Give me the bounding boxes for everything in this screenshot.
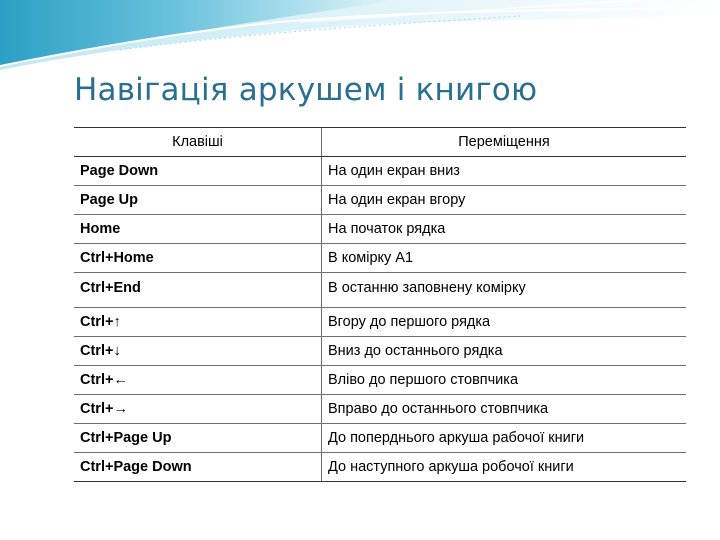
row-key: Page Down <box>74 157 322 186</box>
row-action: Вправо до останнього стовпчика <box>322 395 687 424</box>
page-title: Навігація аркушем і книгою <box>74 72 538 108</box>
row-key: Ctrl+↑ <box>74 308 322 337</box>
row-key: Ctrl+Page Up <box>74 424 322 453</box>
row-action: Вниз до останнього рядка <box>322 337 687 366</box>
row-action: Вліво до першого стовпчика <box>322 366 687 395</box>
table-row <box>74 424 686 453</box>
row-key: Home <box>74 215 322 244</box>
row-action: Вгору до першого рядка <box>322 308 687 337</box>
column-header-keys: Клавіші <box>74 128 322 157</box>
row-key: Ctrl+Home <box>74 244 322 273</box>
row-action: До наступного аркуша робочої книги <box>322 453 687 482</box>
row-key: Page Up <box>74 186 322 215</box>
table-row <box>74 453 686 482</box>
row-key: Ctrl+Page Down <box>74 453 322 482</box>
table-row <box>74 244 686 273</box>
row-key: Ctrl+End <box>74 273 322 308</box>
row-action: В комірку А1 <box>322 244 687 273</box>
row-action: На один екран вниз <box>322 157 687 186</box>
row-key: Ctrl+↓ <box>74 337 322 366</box>
row-action: На початок рядка <box>322 215 687 244</box>
table-row <box>74 186 686 215</box>
table-row <box>74 273 686 308</box>
row-action: В останню заповнену комірку <box>322 273 687 308</box>
row-action: До поперднього аркуша рабочої книги <box>322 424 687 453</box>
table-row <box>74 215 686 244</box>
row-action: На один екран вгору <box>322 186 687 215</box>
table-row <box>74 308 686 337</box>
row-key: Ctrl+← <box>74 366 322 395</box>
table-row <box>74 395 686 424</box>
table-row <box>74 366 686 395</box>
table-row <box>74 157 686 186</box>
table-header-row <box>74 128 686 157</box>
row-key: Ctrl+→ <box>74 395 322 424</box>
shortcuts-table <box>74 127 686 482</box>
column-header-movement: Переміщення <box>322 128 687 157</box>
table-row <box>74 337 686 366</box>
